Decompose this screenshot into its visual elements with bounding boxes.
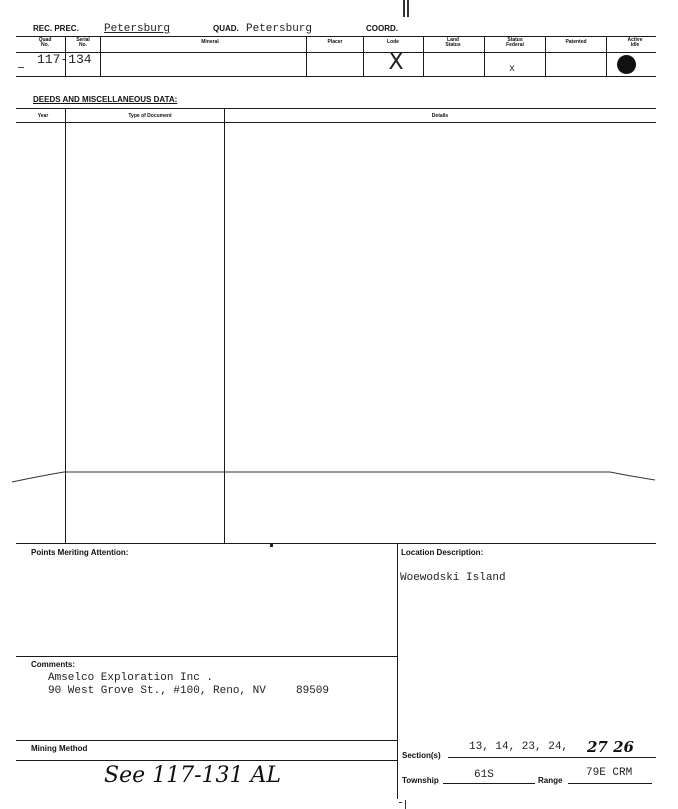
comments-label: Comments: xyxy=(31,660,76,669)
township-value: 61S xyxy=(474,769,494,781)
rule xyxy=(16,740,397,741)
scan-mark xyxy=(399,802,402,803)
deeds-col-year: Year xyxy=(37,113,49,119)
township-label: Township xyxy=(402,776,439,785)
comments-zip: 89509 xyxy=(296,685,330,697)
rule xyxy=(16,76,656,77)
deeds-col-type: Type of Document xyxy=(128,113,172,119)
rule xyxy=(397,543,398,799)
rule xyxy=(16,760,397,761)
sections-label: Section(s) xyxy=(402,751,441,760)
location-label: Location Description: xyxy=(401,548,484,557)
range-value: 79E CRM xyxy=(586,767,633,779)
comments-address: 90 West Grove St., #100, Reno, NV xyxy=(48,685,266,697)
deeds-title: DEEDS AND MISCELLANEOUS DATA: xyxy=(33,95,178,104)
scan-mark xyxy=(405,800,406,809)
rec-prec-label: REC. PREC. xyxy=(33,24,79,33)
scan-mark xyxy=(270,544,273,547)
coord-label: COORD. xyxy=(366,24,398,33)
rule xyxy=(448,757,656,758)
lode-mark: X xyxy=(388,50,404,75)
location-value: Woewodski Island xyxy=(400,572,506,584)
range-label: Range xyxy=(538,776,563,785)
rule xyxy=(100,36,101,76)
rule xyxy=(545,36,546,76)
rule xyxy=(16,108,656,109)
col-quad-no: Quad No. xyxy=(38,37,52,48)
col-status-federal: Status Federal xyxy=(506,37,524,48)
points-label: Points Meriting Attention: xyxy=(31,548,129,557)
quad-value: Petersburg xyxy=(246,23,313,35)
rule xyxy=(306,36,307,76)
rule xyxy=(443,783,535,784)
rule xyxy=(363,36,364,76)
rule xyxy=(423,36,424,76)
rule xyxy=(568,783,652,784)
col-active: Active Idle xyxy=(627,37,643,48)
rule xyxy=(16,543,656,544)
rule xyxy=(16,52,656,53)
quad-label: QUAD. xyxy=(213,24,239,33)
sections-handwritten: 27 26 xyxy=(587,738,634,756)
rule xyxy=(484,36,485,76)
deeds-col-details: Details xyxy=(431,113,449,119)
active-dot xyxy=(617,55,636,74)
col-land-status: Land Status xyxy=(445,37,461,48)
scan-mark xyxy=(407,0,409,17)
mining-label: Mining Method xyxy=(31,744,88,753)
rec-prec-value: Petersburg xyxy=(104,23,171,35)
federal-mark: x xyxy=(509,64,516,75)
comments-line1: Amselco Exploration Inc . xyxy=(48,672,214,684)
rule xyxy=(16,656,397,657)
col-lode: Lode xyxy=(387,39,399,45)
scan-mark xyxy=(18,67,24,68)
rule xyxy=(16,122,656,123)
col-serial-no: Serial No. xyxy=(76,37,90,48)
rule xyxy=(606,36,607,76)
col-mineral: Mineral xyxy=(201,39,219,45)
scan-mark xyxy=(403,0,405,17)
mining-handwritten: See 117-131 AL xyxy=(104,763,282,788)
sections-typed: 13, 14, 23, 24, xyxy=(469,741,569,753)
record-number: 117-134 xyxy=(37,52,92,67)
rule xyxy=(16,36,656,37)
col-placer: Placer xyxy=(327,39,343,45)
col-patented: Patented xyxy=(565,39,587,45)
fold-line xyxy=(10,466,670,496)
